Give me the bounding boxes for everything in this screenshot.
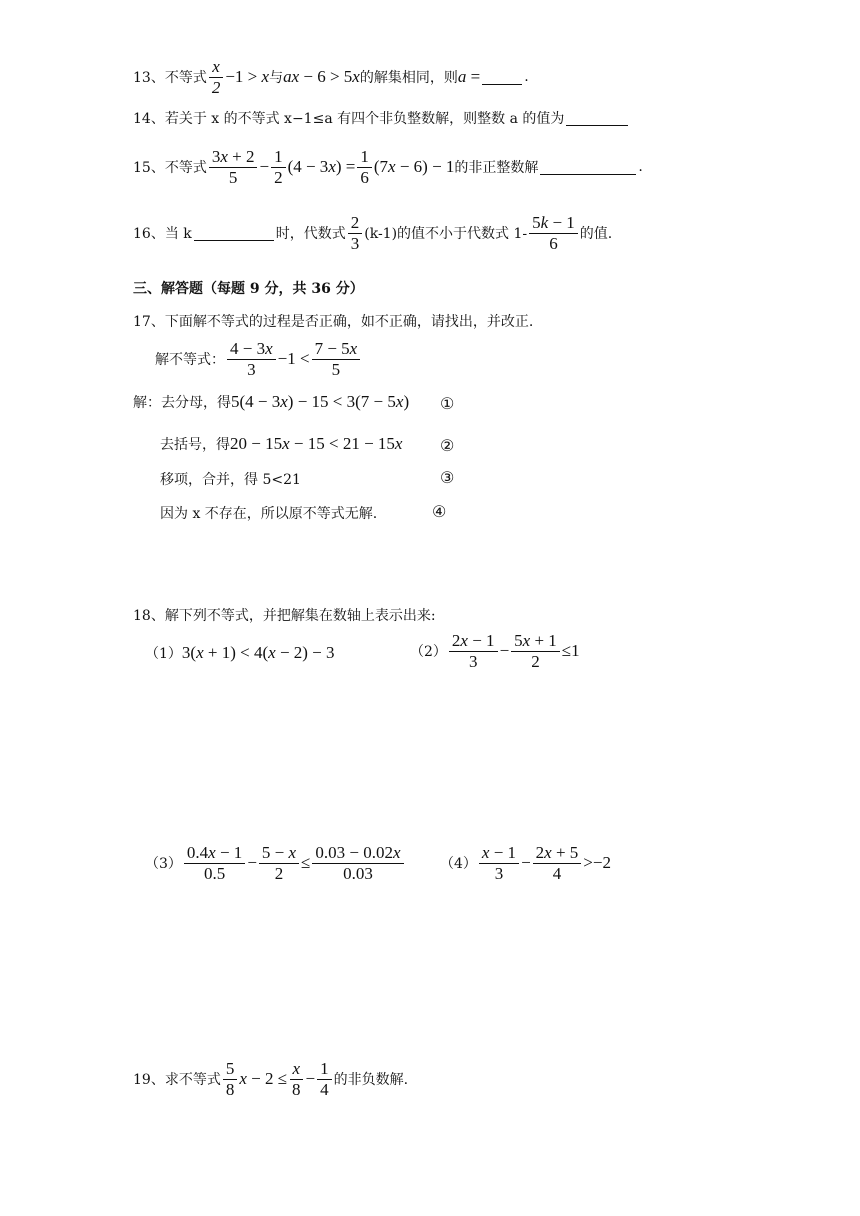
- q19-fraction-5-8: $\frac{5}{8}$: [223, 1060, 238, 1099]
- q17-step-3: 移项，合并，得 5<21: [160, 472, 301, 488]
- q16-end: 的值.: [579, 226, 613, 243]
- q17-step-2-math: 20 − 15x − 15 < 21 − 15x: [230, 434, 403, 453]
- q18-part-3-minus: −: [247, 853, 257, 873]
- q17-step-1: [133, 392, 409, 412]
- q19-prefix: 19、求不等式: [133, 1072, 221, 1089]
- q17-fraction-2: $\frac{7 - 5x}{5}$: [312, 340, 361, 379]
- q18-part-2-fraction-2: $\frac{5x + 1}{2}$: [511, 632, 560, 671]
- question-13: [133, 58, 529, 97]
- q18-part-1: [145, 643, 335, 663]
- q18-part-3-le: ≤: [301, 853, 311, 873]
- q15-math-1: (4 − 3x) =: [287, 157, 356, 177]
- q18-part-1-math: 3(x + 1) < 4(x − 2) − 3: [181, 643, 335, 662]
- q13-math-2: ax − 6 > 5x: [283, 67, 360, 87]
- q15-prefix: 15、不等式: [133, 160, 207, 177]
- q15-math-2: (7x − 6) − 1: [373, 157, 455, 177]
- q18-part-2: [410, 632, 580, 671]
- q16-answer-blank[interactable]: [194, 226, 274, 241]
- q15-fraction-3: $\frac{1}{6}$: [357, 148, 372, 187]
- q15-fraction-2: $\frac{1}{2}$: [271, 148, 286, 187]
- q17-intro-label: 解不等式：: [155, 352, 225, 369]
- q17-step-2-mark: ②: [440, 436, 455, 455]
- q16-mid1: 时，代数式: [275, 226, 346, 243]
- q17-fraction-1: $\frac{4 - 3x}{3}$: [227, 340, 276, 379]
- question-15: [133, 148, 643, 187]
- q17-intro-math: −1 <: [277, 349, 310, 369]
- q13-suffix: 的解集相同，则: [359, 70, 458, 87]
- q18-part-2-fraction-1: $\frac{2x - 1}{3}$: [449, 632, 498, 671]
- q13-mid: 与: [269, 70, 284, 87]
- q17-step-4-mark: ④: [432, 502, 447, 521]
- question-19: [133, 1060, 408, 1099]
- q17-step-1-math: 5(4 − 3x) − 15 < 3(7 − 5x): [231, 392, 410, 411]
- q14-answer-blank[interactable]: [566, 111, 628, 126]
- q18-part-3-fraction-3: $\frac{0.03 - 0.02x}{0.03}$: [312, 844, 403, 883]
- q15-end: .: [638, 159, 643, 176]
- q15-minus: −: [259, 157, 270, 177]
- q19-math-1: x − 2 ≤: [239, 1069, 288, 1089]
- q18-part-4-minus: −: [521, 853, 531, 873]
- q18-part-2-label: （2）: [410, 644, 447, 661]
- q17-step-1-label: 解：去分母，得: [133, 395, 231, 411]
- q18-part-2-minus: −: [499, 641, 510, 661]
- q19-end: 的非负数解.: [333, 1072, 409, 1089]
- q17-step-2-label: 去括号，得: [160, 437, 230, 453]
- q13-prefix: 13、不等式: [133, 70, 207, 87]
- q18-part-4-label: （4）: [440, 856, 477, 873]
- q18-part-3-fraction-2: $\frac{5 - x}{2}$: [259, 844, 299, 883]
- q16-prefix: 16、当 k: [133, 226, 192, 243]
- q17-intro: [155, 340, 362, 379]
- q18-part-3: [145, 844, 406, 883]
- section-3-title: 三、解答题（每题 9 分，共 36 分）: [133, 281, 364, 297]
- q18-part-4-fraction-1: $\frac{x - 1}{3}$: [479, 844, 519, 883]
- q13-answer-blank[interactable]: [482, 70, 522, 85]
- q13-math-a: a =: [457, 67, 481, 87]
- q13-math-1: −1 > x: [225, 67, 270, 87]
- q13-fraction-x-over-2: $\frac{x}{2}$: [209, 58, 224, 97]
- q16-fraction-2-3: $\frac{2}{3}$: [348, 214, 363, 253]
- q18-part-4-fraction-2: $\frac{2x + 5}{4}$: [533, 844, 582, 883]
- question-16: [133, 214, 612, 253]
- q19-fraction-x-8: $\frac{x}{8}$: [289, 1060, 304, 1099]
- q18-title: 18、解下列不等式，并把解集在数轴上表示出来:: [133, 608, 436, 624]
- q17-title: 17、下面解不等式的过程是否正确，如不正确，请找出，并改正.: [133, 314, 534, 330]
- question-14: [133, 108, 630, 128]
- q18-part-4-rhs: >−2: [583, 853, 611, 873]
- q18-part-3-fraction-1: $\frac{0.4x - 1}{0.5}$: [184, 844, 245, 883]
- q19-fraction-1-4: $\frac{1}{4}$: [317, 1060, 332, 1099]
- q14-text: 14、若关于 x 的不等式 x−1≤a 有四个非负整数解，则整数 a 的值为: [133, 111, 565, 127]
- q17-step-1-mark: ①: [440, 394, 455, 413]
- q18-part-4: [440, 844, 611, 883]
- q19-minus: −: [305, 1069, 316, 1089]
- q15-fraction-1: $\frac{3x + 2}{5}$: [209, 148, 258, 187]
- q15-answer-blank[interactable]: [540, 160, 636, 175]
- q16-fraction-5k: $\frac{5k - 1}{6}$: [529, 214, 578, 253]
- q15-suffix: 的非正整数解: [454, 160, 539, 177]
- q17-step-4: 因为 x 不存在，所以原不等式无解.: [160, 506, 378, 522]
- q13-end: .: [524, 69, 529, 86]
- q17-step-3-mark: ③: [440, 468, 455, 487]
- q18-part-2-rhs: ≤1: [561, 641, 580, 661]
- q17-step-2: [160, 434, 402, 454]
- q18-part-3-label: （3）: [145, 856, 182, 873]
- q16-mid2: (k-1)的值不小于代数式 1-: [364, 226, 528, 243]
- q18-part-1-label: （1）: [145, 646, 182, 662]
